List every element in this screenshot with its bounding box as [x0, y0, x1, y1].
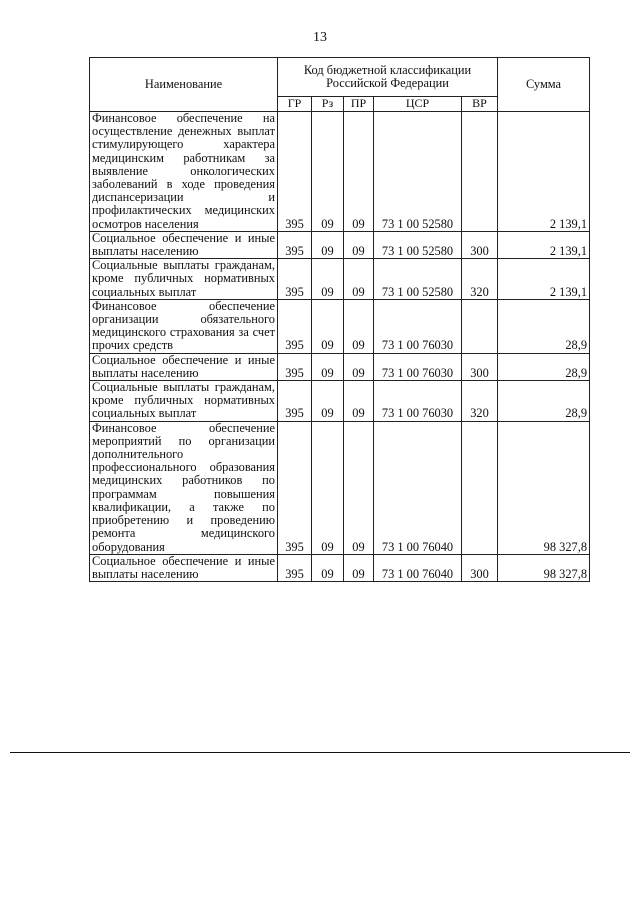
- budget-table: [89, 57, 590, 582]
- cell-csr: 73 1 00 76030: [374, 381, 462, 422]
- cell-pr: 09: [344, 112, 374, 232]
- cell-csr: 73 1 00 76040: [374, 554, 462, 581]
- cell-name: Финансовое обеспечение на осуществление денежных выплат стимулирующего характера медицинским работникам за выявление онкологических заболеваний в ходе проведения диспансеризации и профилактических медицинских осмотров населения: [90, 112, 278, 232]
- cell-rz: 09: [312, 299, 344, 353]
- cell-gr: 395: [278, 112, 312, 232]
- cell-pr: 09: [344, 231, 374, 258]
- cell-name: Социальное обеспечение и иные выплаты населению: [90, 353, 278, 380]
- cell-csr: 73 1 00 76040: [374, 421, 462, 554]
- header-gr: ГР: [278, 97, 312, 112]
- cell-vr: [462, 112, 498, 232]
- table-row: [90, 299, 590, 353]
- cell-sum: 28,9: [498, 353, 590, 380]
- table-row: [90, 112, 590, 232]
- cell-sum: 28,9: [498, 381, 590, 422]
- cell-sum: 2 139,1: [498, 259, 590, 300]
- cell-gr: 395: [278, 299, 312, 353]
- cell-sum: 2 139,1: [498, 231, 590, 258]
- cell-rz: 09: [312, 381, 344, 422]
- header-code-group: Код бюджетной классификации Российской Федерации: [278, 58, 498, 97]
- table-row: [90, 353, 590, 380]
- header-vr: ВР: [462, 97, 498, 112]
- page-number: 13: [313, 30, 327, 45]
- cell-csr: 73 1 00 76030: [374, 299, 462, 353]
- cell-sum: 28,9: [498, 299, 590, 353]
- cell-pr: 09: [344, 554, 374, 581]
- table-row: [90, 421, 590, 554]
- header-name: Наименование: [90, 58, 278, 112]
- cell-pr: 09: [344, 421, 374, 554]
- cell-gr: 395: [278, 259, 312, 300]
- table-row: [90, 231, 590, 258]
- table-row: [90, 554, 590, 581]
- header-rz: Рз: [312, 97, 344, 112]
- table-row: [90, 381, 590, 422]
- cell-name: Финансовое обеспечение организации обязательного медицинского страхования за счет прочих средств: [90, 299, 278, 353]
- cell-name: Социальное обеспечение и иные выплаты населению: [90, 554, 278, 581]
- cell-vr: [462, 299, 498, 353]
- cell-name: Социальные выплаты гражданам, кроме публичных нормативных социальных выплат: [90, 381, 278, 422]
- cell-pr: 09: [344, 353, 374, 380]
- cell-vr: 300: [462, 353, 498, 380]
- cell-sum: 2 139,1: [498, 112, 590, 232]
- cell-pr: 09: [344, 381, 374, 422]
- cell-sum: 98 327,8: [498, 554, 590, 581]
- cell-name: Социальное обеспечение и иные выплаты населению: [90, 231, 278, 258]
- cell-rz: 09: [312, 231, 344, 258]
- header-sum: Сумма: [498, 58, 590, 112]
- cell-rz: 09: [312, 554, 344, 581]
- cell-vr: 320: [462, 259, 498, 300]
- cell-gr: 395: [278, 353, 312, 380]
- cell-rz: 09: [312, 421, 344, 554]
- table-row: [90, 259, 590, 300]
- cell-csr: 73 1 00 52580: [374, 112, 462, 232]
- cell-csr: 73 1 00 52580: [374, 231, 462, 258]
- header-csr: ЦСР: [374, 97, 462, 112]
- cell-rz: 09: [312, 353, 344, 380]
- cell-vr: 320: [462, 381, 498, 422]
- cell-vr: [462, 421, 498, 554]
- header-pr: ПР: [344, 97, 374, 112]
- cell-gr: 395: [278, 421, 312, 554]
- cell-rz: 09: [312, 112, 344, 232]
- cell-sum: 98 327,8: [498, 421, 590, 554]
- cell-vr: 300: [462, 554, 498, 581]
- cell-csr: 73 1 00 52580: [374, 259, 462, 300]
- cell-name: Финансовое обеспечение мероприятий по организации дополнительного профессионального образования медицинских работников по программам повышения квалификации, а также по приобретению и проведению ремонта медицинского оборудования: [90, 421, 278, 554]
- cell-gr: 395: [278, 381, 312, 422]
- cell-pr: 09: [344, 259, 374, 300]
- cell-name: Социальные выплаты гражданам, кроме публичных нормативных социальных выплат: [90, 259, 278, 300]
- cell-vr: 300: [462, 231, 498, 258]
- cell-gr: 395: [278, 231, 312, 258]
- cell-rz: 09: [312, 259, 344, 300]
- cell-gr: 395: [278, 554, 312, 581]
- bottom-rule: [10, 752, 630, 753]
- cell-csr: 73 1 00 76030: [374, 353, 462, 380]
- cell-pr: 09: [344, 299, 374, 353]
